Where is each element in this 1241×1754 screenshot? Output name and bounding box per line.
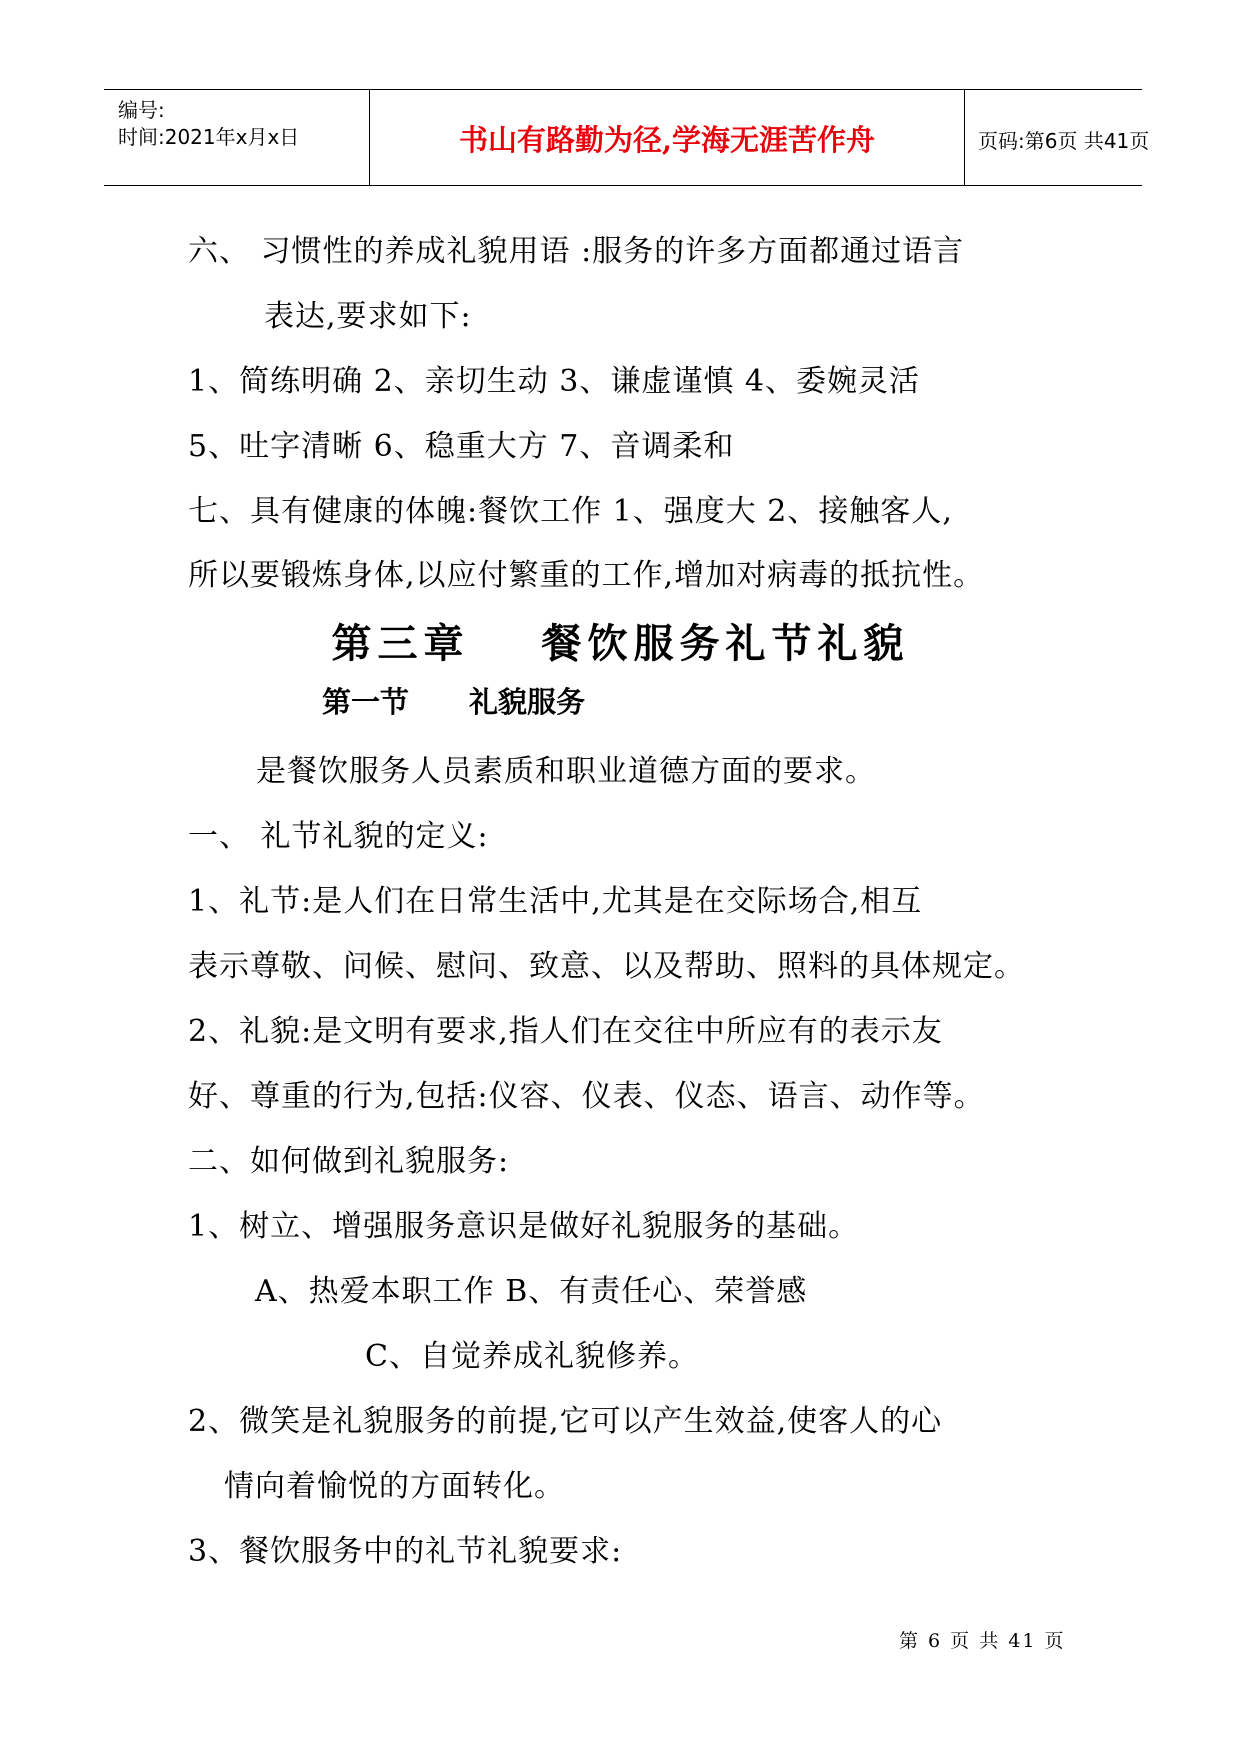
section-number: 第一节 [322, 685, 410, 719]
header-page-label: 页码:第6页 共41页 [978, 129, 1150, 153]
body-line: 2、礼貌:是文明有要求,指人们在交往中所应有的表示友 [188, 1014, 943, 1049]
section-title [322, 680, 585, 721]
section-name: 礼貌服务 [469, 685, 586, 719]
header-page-cell [965, 90, 1150, 185]
body-line: 1、礼节:是人们在日常生活中,尤其是在交际场合,相互 [188, 884, 923, 919]
body-line: 七、具有健康的体魄:餐饮工作 1、强度大 2、接触客人, [188, 494, 953, 529]
header-info-cell [104, 90, 369, 185]
header-motto-cell [369, 90, 965, 185]
body-line: 所以要锻炼身体,以应付繁重的工作,增加对病毒的抵抗性。 [188, 558, 985, 593]
body-line: 二、如何做到礼貌服务: [188, 1144, 510, 1179]
page-header [104, 89, 1150, 186]
body-line: 六、 习惯性的养成礼貌用语 :服务的许多方面都通过语言 [188, 234, 965, 269]
page-footer: 第 6 页 共 41 页 [899, 1630, 1066, 1652]
chapter-title [0, 612, 1241, 669]
body-line: A、热爱本职工作 B、有责任心、荣誉感 [255, 1274, 808, 1309]
body-line: 表示尊敬、问候、慰问、致意、以及帮助、照料的具体规定。 [188, 949, 1025, 984]
document-time-label: 时间:2021年x月x日 [118, 125, 300, 149]
document-number-label: 编号: [118, 98, 165, 122]
body-line: 5、吐字清晰 6、稳重大方 7、音调柔和 [188, 429, 735, 464]
body-line: 一、 礼节礼貌的定义: [188, 819, 489, 854]
body-line: C、自觉养成礼貌修养。 [365, 1339, 699, 1374]
body-line: 3、餐饮服务中的礼节礼貌要求: [188, 1534, 623, 1569]
body-line: 是餐饮服务人员素质和职业道德方面的要求。 [256, 754, 876, 789]
body-line: 情向着愉悦的方面转化。 [224, 1469, 565, 1504]
body-line: 好、尊重的行为,包括:仪容、仪表、仪态、语言、动作等。 [188, 1079, 985, 1114]
body-line: 1、简练明确 2、亲切生动 3、谦虚谨慎 4、委婉灵活 [188, 364, 920, 399]
header-motto: 书山有路勤为径,学海无涯苦作舟 [458, 123, 876, 157]
body-line: 1、树立、增强服务意识是做好礼貌服务的基础。 [188, 1209, 860, 1244]
body-line: 表达,要求如下: [264, 299, 472, 334]
body-line: 2、微笑是礼貌服务的前提,它可以产生效益,使客人的心 [188, 1404, 943, 1439]
chapter-number: 第三章 [331, 620, 470, 667]
chapter-name: 餐饮服务礼节礼貌 [541, 620, 910, 667]
